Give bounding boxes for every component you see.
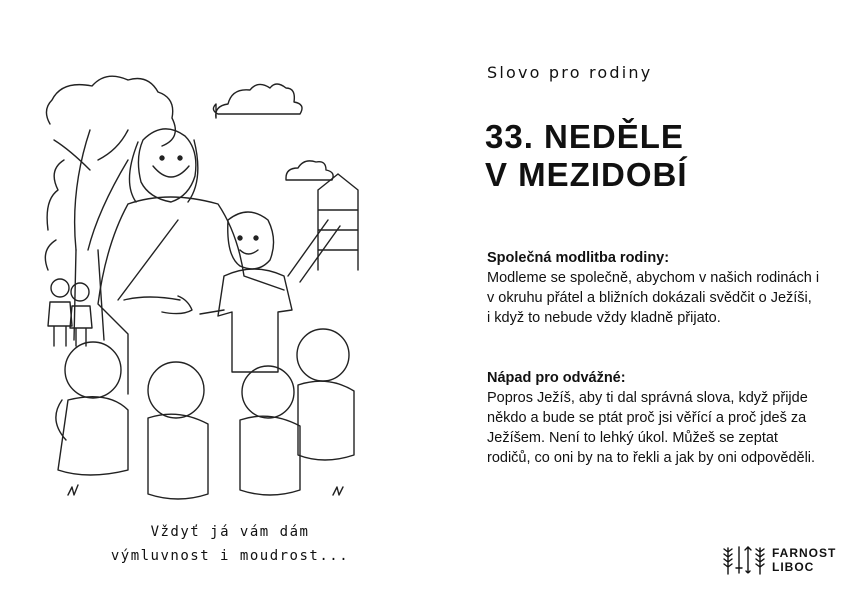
- section-line: Modleme se společně, abychom v našich rodinách i: [487, 270, 820, 286]
- page-title: [485, 118, 688, 194]
- title-line-2: V MEZIDOBÍ: [485, 156, 688, 193]
- section-line: někdo a bude se ptát proč jsi věřící a proč jdeš za: [487, 410, 807, 426]
- kicker-label: Slovo pro rodiny: [487, 63, 653, 82]
- title-line-1: 33. NEDĚLE: [485, 118, 684, 155]
- cloud-icon: [213, 84, 302, 118]
- section-line: Popros Ježíš, aby ti dal správná slova, když přijde: [487, 390, 808, 406]
- section-heading: Společná modlitba rodiny:: [487, 250, 670, 266]
- coloring-illustration: [28, 70, 368, 510]
- caption-line-1: Vždyť já vám dám: [150, 524, 310, 540]
- caption-line-2: výmluvnost i moudrost...: [110, 548, 350, 564]
- parish-logo: [722, 544, 836, 576]
- section-line: rodičů, co oni by na to řekli a jak by oni odpověděli.: [487, 450, 816, 466]
- brave-idea-section: [487, 368, 827, 468]
- section-line: Ježíšem. Není to lehký úkol. Můžeš se zeptat: [487, 430, 778, 446]
- wheat-sword-arrow-icon: [722, 544, 768, 576]
- section-heading: Nápad pro odvážné:: [487, 370, 626, 386]
- logo-line-1: FARNOST: [772, 546, 837, 560]
- bible-quote-caption: [100, 520, 360, 568]
- family-prayer-section: [487, 248, 827, 328]
- section-line: v okruhu přátel a bližních dokázali svědčit o Ježíši,: [487, 290, 812, 306]
- logo-line-2: LIBOC: [772, 560, 815, 574]
- section-line: i když to nebude vždy kladně přijato.: [487, 310, 721, 326]
- cloud-icon: [286, 161, 333, 180]
